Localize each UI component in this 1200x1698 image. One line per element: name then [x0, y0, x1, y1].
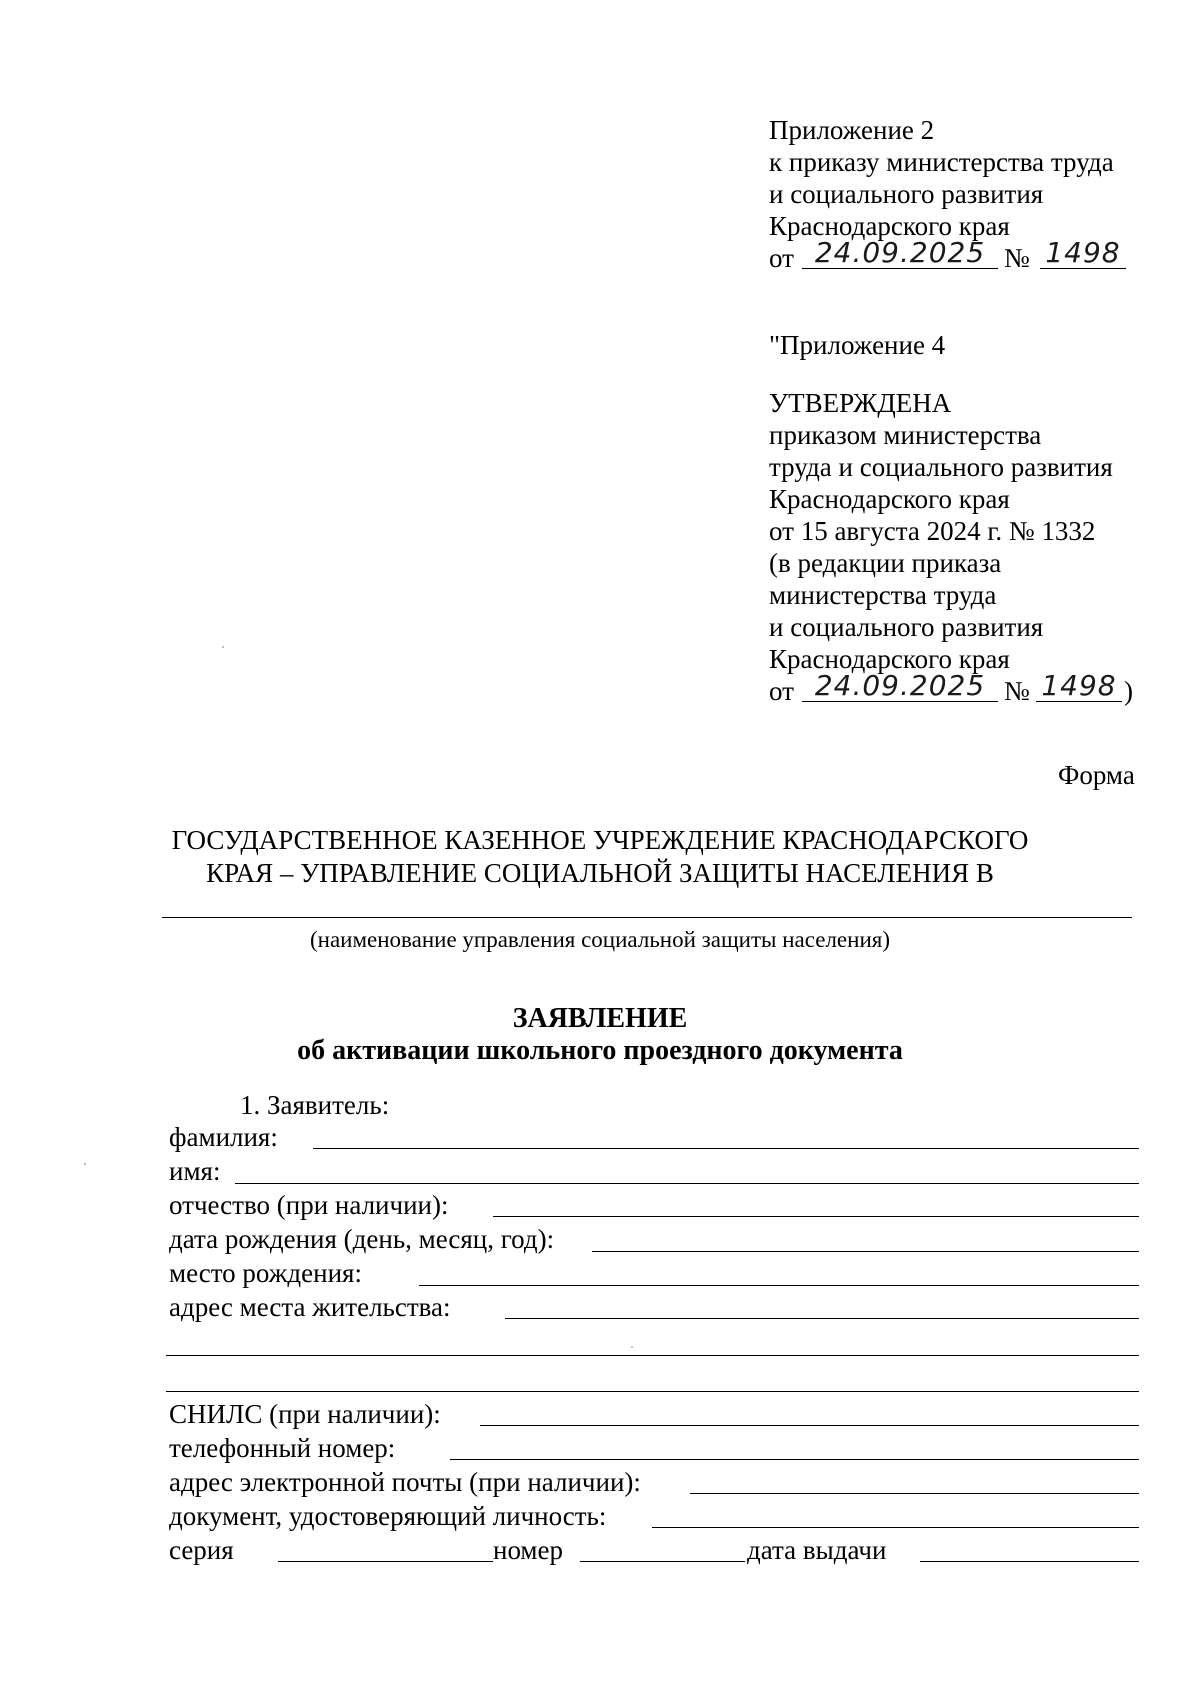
scan-speck [222, 646, 224, 648]
name-label: имя: [169, 1156, 221, 1186]
document-subtitle: об активации школьного проездного документа [297, 1035, 903, 1066]
approval-line-7: и социального развития [769, 612, 1044, 642]
approval-number-label: № [1004, 676, 1030, 706]
document-title: ЗАЯВЛЕНИЕ [512, 1003, 688, 1034]
patronymic-label: отчество (при наличии): [169, 1190, 449, 1220]
approval-line-1: приказом министерства [769, 420, 1042, 450]
id-document-field[interactable] [652, 1527, 1139, 1528]
email-field[interactable] [690, 1493, 1139, 1494]
order-number-label: № [1004, 243, 1030, 273]
order-number-handwritten: 1498 [1040, 238, 1126, 269]
applicant-heading: 1. Заявитель: [240, 1090, 390, 1120]
snils-field[interactable] [480, 1425, 1139, 1426]
series-label: серия [169, 1535, 234, 1565]
order-from-label: от [769, 243, 794, 273]
institution-caption: (наименование управления социальной защиты населения) [310, 927, 890, 952]
approval-from-label: от [769, 676, 794, 706]
form-label: Форма [1058, 760, 1135, 790]
patronymic-field[interactable] [493, 1216, 1139, 1217]
address-field-line-2[interactable] [166, 1355, 1139, 1356]
order-line-3: Краснодарского края [769, 211, 1010, 241]
approval-line-4: от 15 августа 2024 г. № 1332 [769, 516, 1096, 546]
surname-field[interactable] [313, 1148, 1139, 1149]
approval-line-5: (в редакции приказа [769, 548, 1002, 578]
approval-close-paren: ) [1124, 676, 1133, 706]
order-date-handwritten: 24.09.2025 [802, 238, 998, 269]
appendix-2-label: Приложение 2 [769, 115, 935, 145]
phone-label: телефонный номер: [169, 1433, 396, 1463]
birth-place-field[interactable] [419, 1285, 1139, 1286]
address-field-line-3[interactable] [166, 1391, 1139, 1392]
approval-line-3: Краснодарского края [769, 484, 1010, 514]
id-document-label: документ, удостоверяющий личность: [169, 1501, 607, 1531]
number-label: номер [493, 1535, 564, 1565]
address-field[interactable] [505, 1318, 1139, 1319]
scan-speck [631, 1346, 633, 1348]
order-line-1: к приказу министерства труда [769, 147, 1114, 177]
approval-line-8: Краснодарского края [769, 644, 1010, 674]
issue-date-field[interactable] [920, 1561, 1139, 1562]
approval-line-2: труда и социального развития [769, 452, 1113, 482]
series-field[interactable] [278, 1561, 493, 1562]
approval-number-handwritten: 1498 [1036, 671, 1122, 702]
order-line-2: и социального развития [769, 179, 1044, 209]
snils-label: СНИЛС (при наличии): [169, 1399, 441, 1429]
birth-date-field[interactable] [592, 1251, 1139, 1252]
address-label: адрес места жительства: [169, 1292, 451, 1322]
institution-name-field [162, 917, 1132, 918]
email-label: адрес электронной почты (при наличии): [169, 1467, 641, 1497]
institution-line-1: ГОСУДАРСТВЕННОЕ КАЗЕННОЕ УЧРЕЖДЕНИЕ КРАСНОДАРСКОГО [171, 825, 1029, 855]
issue-date-label: дата выдачи [747, 1535, 887, 1565]
institution-line-2: КРАЯ – УПРАВЛЕНИЕ СОЦИАЛЬНОЙ ЗАЩИТЫ НАСЕЛЕНИЯ В [206, 858, 994, 888]
number-field[interactable] [580, 1561, 745, 1562]
approval-line-6: министерства труда [769, 580, 997, 610]
approved-heading: УТВЕРЖДЕНА [769, 388, 952, 418]
scan-speck [84, 1163, 86, 1165]
approval-date-handwritten: 24.09.2025 [802, 671, 998, 702]
name-field[interactable] [235, 1183, 1139, 1184]
birth-date-label: дата рождения (день, месяц, год): [169, 1224, 555, 1254]
appendix-4-label: "Приложение 4 [769, 330, 946, 360]
surname-label: фамилия: [169, 1122, 278, 1152]
birth-place-label: место рождения: [169, 1258, 362, 1288]
phone-field[interactable] [450, 1459, 1139, 1460]
